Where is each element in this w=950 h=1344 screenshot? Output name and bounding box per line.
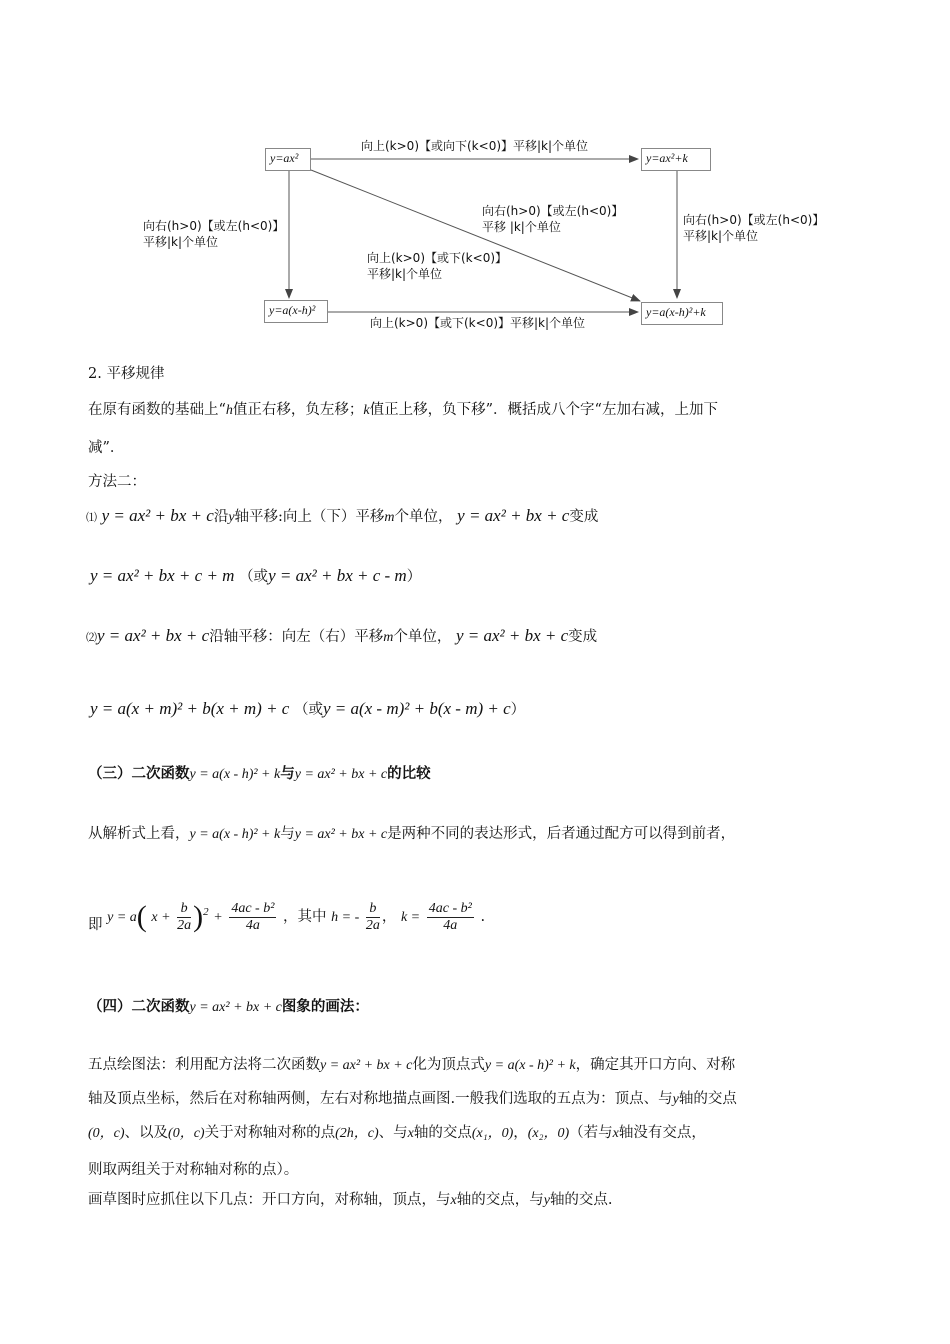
paragraph-rule-line1: 在原有函数的基础上“h值正右移，负左移；k值正上移，负下移”．概括成八个字“左加右减，上加下 [88,402,718,418]
section-heading-comparison: （三）二次函数y = a(x - h)² + k与y = ax² + bx + c的比较 [88,765,431,782]
method-item-1-result: y = ax² + bx + c + m （或y = ax² + bx + c - m） [90,566,422,585]
box-y-axh2-k: y=a(x-h)²+k [641,302,723,325]
method-item-2-result: y = a(x + m)² + b(x + m) + c （或y = a(x - m)² + b(x - m) + c） [90,699,526,718]
bottom-arrow-label: 向上(k>0)【或下(k<0)】平移|k|个单位 [370,316,586,330]
box-y-axh2: y=a(x-h)² [264,300,328,323]
paragraph-five-point-line1: 五点绘图法：利用配方法将二次函数y = ax² + bx + c化为顶点式y = a(x - h)² + k，确定其开口方向、对称 [88,1057,736,1073]
paragraph-five-point-line4: 则取两组关于对称轴对称的点）。 [88,1162,299,1178]
method-item-1: ⑴ y = ax² + bx + c沿y轴平移:向上（下）平移m个单位， y = ax² + bx + c变成 [86,506,599,525]
paragraph-five-point-line3: (0，c)、以及(0，c)关于对称轴对称的点(2h，c)、与x轴的交点(x₁，0)，(x₂，0)（若与x轴没有交点， [88,1125,706,1141]
box-y-ax2: y=ax² [265,148,311,171]
section-heading-translation-rule: 2. 平移规律 [88,366,165,382]
diagonal-label-1: 向右(h>0)【或左(h<0)】 平移 |k|个单位 [482,204,624,234]
method-item-2: ⑵y = ax² + bx + c沿轴平移：向左（右）平移m个单位， y = ax² + bx + c变成 [86,626,598,645]
box-y-ax2-k: y=ax²+k [641,148,711,171]
top-arrow-label: 向上(k>0)【或向下(k<0)】平移|k|个单位 [361,139,589,153]
diagonal-label-2: 向上(k>0)【或下(k<0)】 平移|k|个单位 [367,251,508,281]
right-arrow-label: 向右(h>0)【或左(h<0)】 平移|k|个单位 [683,213,825,243]
method-two-label: 方法二： [88,474,146,490]
transformation-diagram [0,0,950,340]
vertex-form-formula: 即 y = a( x + $\frac{b}{2a}$ )$^2$ + $\frac{\text{4ac - b²}}{4a}$ ，其中 h = - $\frac{b}{2a}$ ， k = $\frac{\text{4ac - b²}}{4a}$ . [88,900,486,933]
paragraph-five-point-line2: 轴及顶点坐标，然后在对称轴两侧，左右对称地描点画图.一般我们选取的五点为：顶点、与y轴的交点 [88,1091,737,1107]
paragraph-comparison: 从解析式上看，y = a(x - h)² + k与y = ax² + bx + c是两种不同的表达形式，后者通过配方可以得到前者， [88,826,736,842]
paragraph-rule-line2: 减”． [88,440,125,456]
section-heading-graphing: （四）二次函数y = ax² + bx + c图象的画法： [88,998,369,1015]
paragraph-sketch-tips: 画草图时应抓住以下几点：开口方向，对称轴，顶点，与x轴的交点，与y轴的交点. [88,1192,613,1208]
left-arrow-label: 向右(h>0)【或左(h<0)】 平移|k|个单位 [143,219,285,249]
